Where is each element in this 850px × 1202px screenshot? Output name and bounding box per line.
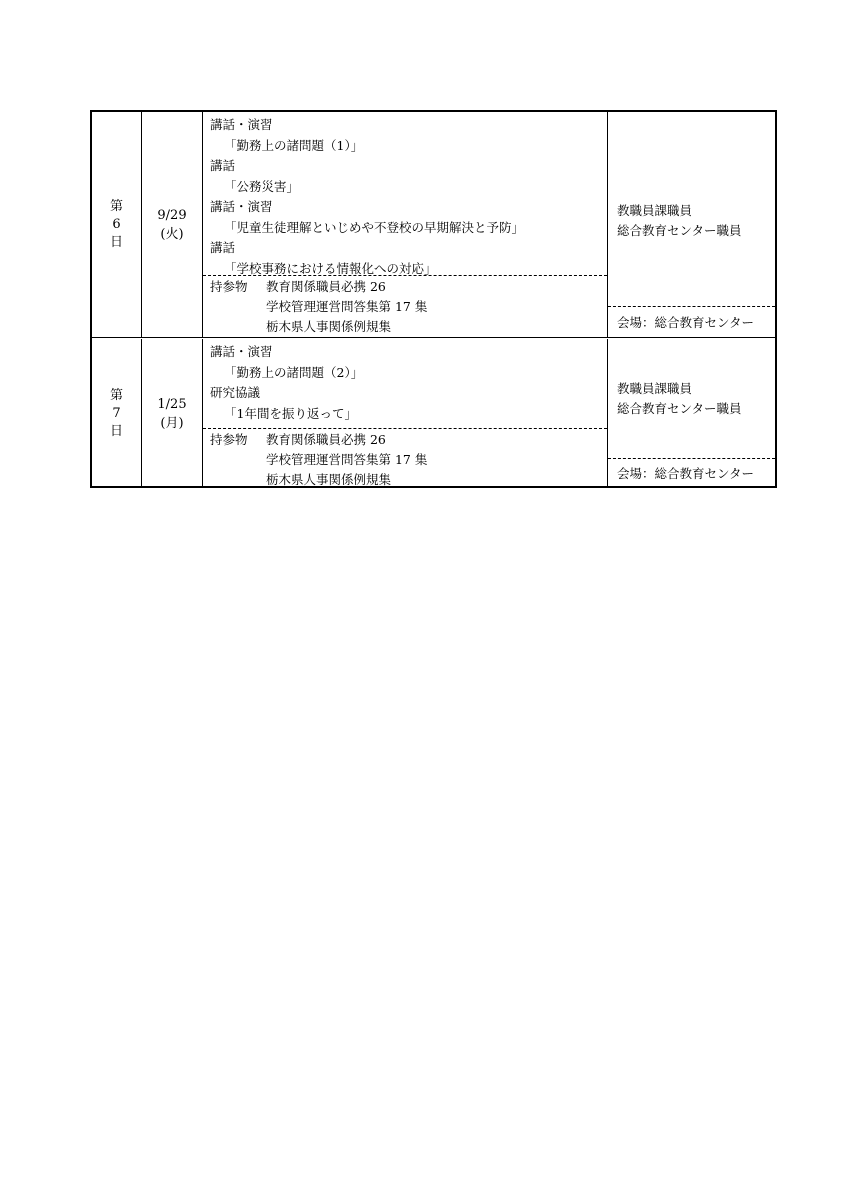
date-cell: [142, 112, 203, 337]
day-cell: [92, 112, 142, 337]
dashed-divider: [608, 306, 775, 307]
dashed-divider: [608, 458, 775, 459]
program-cell: [203, 112, 608, 337]
program-title: 「勤務上の諸問題（2）」: [224, 364, 364, 380]
date-cell: [142, 339, 203, 488]
program-list: [203, 112, 607, 279]
program-title: 「1年間を振り返って」: [224, 405, 357, 421]
item: 栃木県人事関係例規集: [266, 319, 392, 334]
program-title: 「公務災害」: [224, 178, 300, 194]
program-list: [203, 339, 607, 424]
program-title: 「学校事務における情報化への対応」: [224, 260, 437, 276]
items-label: 持参物: [210, 279, 248, 294]
day-number: 7: [112, 405, 121, 421]
staff-cell: [608, 339, 775, 488]
program-title: 「勤務上の諸問題（1）」: [224, 137, 364, 153]
program-label: 講話・演習: [210, 199, 273, 214]
staff: 総合教育センター職員: [617, 401, 742, 416]
staff: 教職員課職員: [617, 203, 693, 218]
item: 学校管理運営問答集第 17 集: [266, 299, 428, 314]
staff-cell: [608, 112, 775, 337]
program-label: 研究協議: [210, 385, 261, 400]
day-char: 日: [109, 234, 123, 250]
program-label: 講話・演習: [210, 344, 273, 359]
program-label: 講話・演習: [210, 117, 273, 132]
day-cell: [92, 339, 142, 488]
program-label: 講話: [210, 158, 236, 173]
items-label: 持参物: [210, 432, 248, 447]
schedule-table: [90, 110, 777, 488]
program-title: 「児童生徒理解といじめや不登校の早期解決と予防」: [224, 219, 525, 235]
day-char: 日: [109, 423, 123, 439]
program-cell: [203, 339, 608, 488]
staff-list: [617, 201, 742, 241]
staff: 教職員課職員: [617, 381, 693, 396]
staff: 総合教育センター職員: [617, 223, 742, 238]
item: 学校管理運営問答集第 17 集: [266, 452, 428, 467]
weekday: (火): [160, 226, 184, 242]
item: 教育関係職員必携 26: [266, 432, 386, 447]
day-char: 第: [109, 387, 123, 403]
staff-list: [617, 379, 742, 419]
program-label: 講話: [210, 240, 236, 255]
weekday: (月): [160, 415, 184, 431]
item: 教育関係職員必携 26: [266, 279, 386, 294]
date: 1/25: [157, 396, 187, 412]
date: 9/29: [157, 207, 187, 223]
items-list: [203, 429, 607, 490]
day-char: 第: [109, 198, 123, 214]
day-number: 6: [112, 216, 121, 232]
item: 栃木県人事関係例規集: [266, 472, 392, 487]
session-row-day7: [92, 339, 775, 488]
session-row-day6: [92, 112, 775, 338]
venue: 会場：総合教育センター: [617, 315, 755, 330]
venue: 会場：総合教育センター: [617, 466, 755, 481]
items-list: [203, 276, 607, 337]
